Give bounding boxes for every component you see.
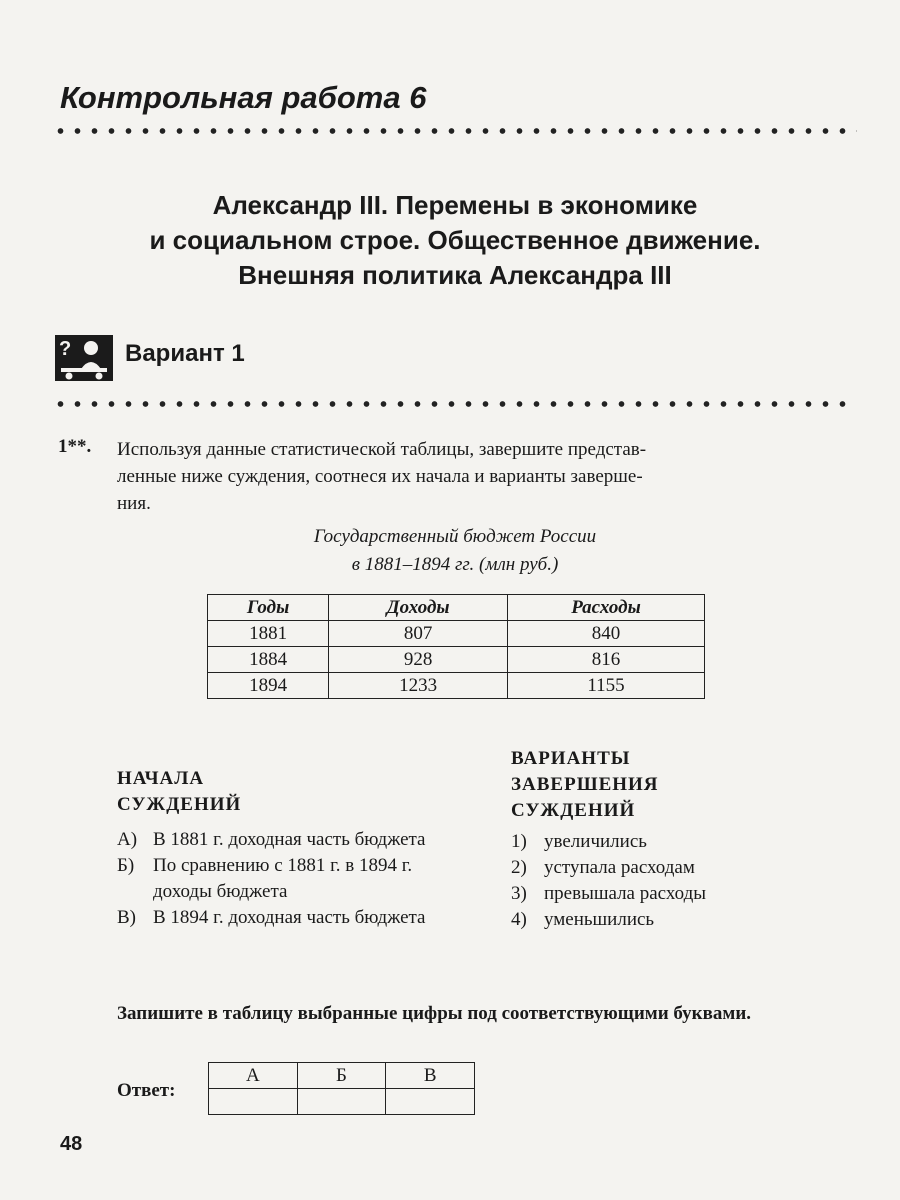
- item-letter: В): [117, 907, 136, 928]
- task-text: [117, 436, 857, 517]
- item-text: В 1894 г. доходная часть бюджета: [153, 907, 426, 928]
- budget-table: [207, 594, 705, 699]
- item-letter: Б): [117, 855, 135, 876]
- instruction-text: Запишите в таблицу выбранные цифры под соответствующими буквами.: [117, 1003, 752, 1024]
- table-cell: 928: [329, 647, 508, 673]
- table-cell: 1884: [208, 647, 329, 673]
- ends-heading-line: СУЖДЕНИЙ: [511, 800, 636, 821]
- ends-heading-line: ЗАВЕРШЕНИЯ: [511, 774, 659, 795]
- variant-label: Вариант 1: [125, 340, 245, 367]
- list-item: [117, 905, 437, 931]
- item-text: По сравнению с 1881 г. в 1894 г. доходы бюджета: [153, 855, 413, 902]
- list-item: [511, 907, 831, 933]
- table-caption-line: в 1881–1894 гг. (млн руб.): [351, 554, 559, 575]
- answer-column-label: Б: [297, 1063, 386, 1089]
- task-text-line: ния.: [117, 493, 151, 514]
- item-text: увеличились: [544, 831, 647, 852]
- item-number: 1): [511, 831, 527, 852]
- list-item: [511, 881, 831, 907]
- table-cell: 840: [508, 621, 705, 647]
- item-text: В 1881 г. доходная часть бюджета: [153, 829, 426, 850]
- table-cell: 1894: [208, 673, 329, 699]
- answer-cell-b[interactable]: [297, 1089, 386, 1115]
- answer-table: [208, 1062, 475, 1115]
- item-text: превышала расходы: [544, 883, 707, 904]
- starts-heading-line: НАЧАЛА: [117, 768, 205, 789]
- item-text: уменьшились: [544, 909, 655, 930]
- task-number: 1**.: [58, 436, 92, 457]
- work-title: Контрольная работа 6: [60, 80, 427, 115]
- list-item: [117, 853, 437, 905]
- svg-text:?: ?: [59, 338, 72, 360]
- dotted-divider: [52, 127, 857, 135]
- table-header-row: [208, 595, 705, 621]
- task-text-line: Используя данные статистической таблицы, завершите представ-: [117, 439, 647, 460]
- answer-label: Ответ:: [117, 1080, 176, 1101]
- item-letter: А): [117, 829, 138, 850]
- table-cell: 816: [508, 647, 705, 673]
- table-caption: [200, 523, 710, 579]
- topic-title: [110, 188, 800, 293]
- starts-heading-line: СУЖДЕНИЙ: [117, 794, 242, 815]
- column-header: Доходы: [329, 595, 508, 621]
- topic-line: и социальном строе. Общественное движение.: [149, 225, 761, 255]
- page-number: 48: [60, 1133, 83, 1155]
- topic-line: Внешняя политика Александра III: [238, 260, 672, 290]
- table-row: [208, 621, 705, 647]
- answer-cell-a[interactable]: [209, 1089, 298, 1115]
- starts-heading: [117, 766, 241, 818]
- answer-header-row: [209, 1063, 475, 1089]
- item-text: уступала расходам: [544, 857, 695, 878]
- table-cell: 807: [329, 621, 508, 647]
- list-item: [511, 829, 831, 855]
- answer-input-row: [209, 1089, 475, 1115]
- ends-heading-line: ВАРИАНТЫ: [511, 748, 631, 769]
- answer-cell-v[interactable]: [386, 1089, 475, 1115]
- table-row: [208, 647, 705, 673]
- answer-column-label: В: [386, 1063, 475, 1089]
- table-cell: 1881: [208, 621, 329, 647]
- task-text-line: ленные ниже суждения, соотнеся их начала и варианты заверше-: [117, 466, 643, 487]
- item-number: 2): [511, 857, 527, 878]
- student-at-desk-icon: [55, 335, 113, 381]
- column-header: Годы: [208, 595, 329, 621]
- ends-list: [511, 829, 831, 933]
- ends-heading: [511, 746, 659, 824]
- list-item: [117, 827, 437, 853]
- column-header: Расходы: [508, 595, 705, 621]
- table-cell: 1155: [508, 673, 705, 699]
- topic-line: Александр III. Перемены в экономике: [212, 190, 698, 220]
- table-row: [208, 673, 705, 699]
- item-number: 4): [511, 909, 527, 930]
- answer-column-label: А: [209, 1063, 298, 1089]
- list-item: [511, 855, 831, 881]
- starts-list: [117, 827, 437, 931]
- table-caption-line: Государственный бюджет России: [313, 526, 597, 547]
- item-number: 3): [511, 883, 527, 904]
- dotted-divider: [52, 400, 852, 408]
- table-cell: 1233: [329, 673, 508, 699]
